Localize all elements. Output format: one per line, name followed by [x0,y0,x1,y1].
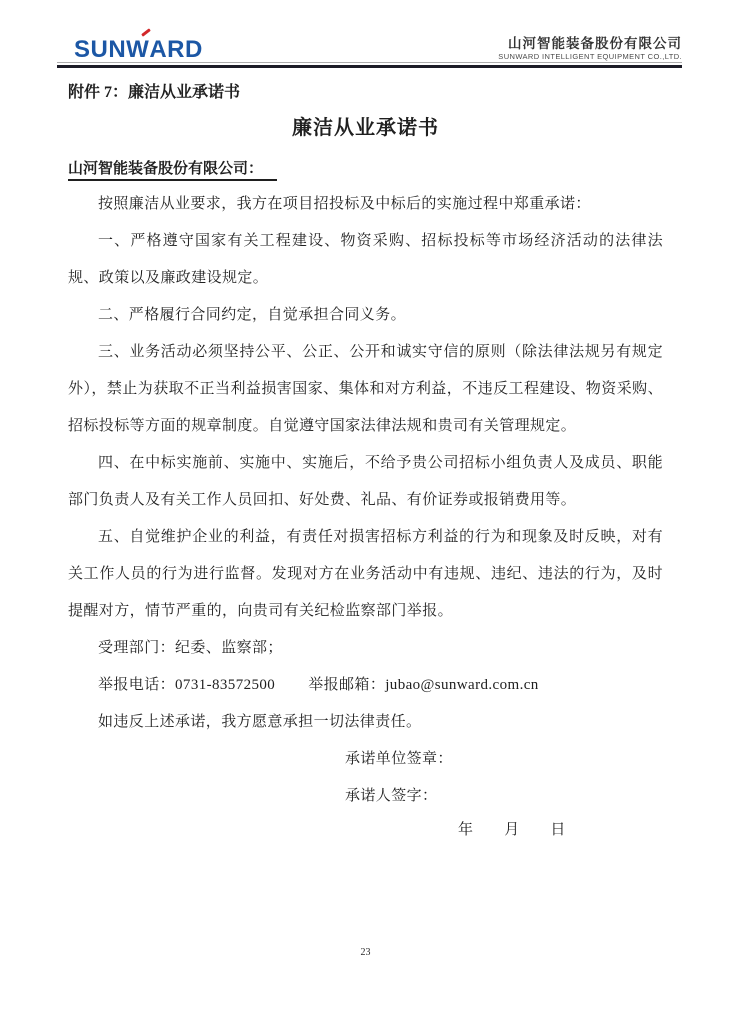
logo-text-w: W [126,38,149,62]
company-name-english: SUNWARD INTELLIGENT EQUIPMENT CO.,LTD. [498,52,682,62]
logo-text-ard: ARD [149,36,203,63]
document-content [68,84,663,845]
logo-text-sun: SUN [74,36,127,63]
report-email-label: 举报邮箱： [308,677,386,693]
accepting-department-line: 受理部门：纪委、监察部； [98,640,283,656]
attachment-heading: 附件 7：廉洁从业承诺书 [68,84,241,101]
report-phone-number: 0731-83572500 [175,677,276,693]
company-name-chinese: 山河智能装备股份有限公司 [508,35,682,51]
document-title: 廉洁从业承诺书 [292,117,439,139]
page-number: 23 [360,947,371,958]
signer-label: 承诺人签字： [345,788,438,804]
paragraph-item-1: 一、严格遵守国家有关工程建设、物资采购、招标投标等市场经济活动的法律法规、政策以及廉政建设规定。 [68,233,663,286]
letterhead-divider-thick-line [57,65,682,68]
paragraph-item-2: 二、严格履行合同约定，自觉承担合同义务。 [98,307,407,323]
report-phone-label: 举报电话： [98,677,176,693]
date-line: 年 月 日 [458,822,566,838]
unit-seal-label: 承诺单位签章： [345,751,453,767]
letterhead-divider [57,62,682,68]
letterhead [57,28,682,62]
closing-statement: 如违反上述承诺，我方愿意承担一切法律责任。 [98,714,422,730]
paragraph-item-4: 四、在中标实施前、实施中、实施后，不给予贵公司招标小组负责人及成员、职能部门负责人及有关工作人员回扣、好处费、礼品、有价证券或报销费用等。 [68,455,663,508]
addressee-line [68,160,663,181]
paragraph-item-5: 五、自觉维护企业的利益，有责任对损害招标方利益的行为和现象及时反映，对有关工作人员的行为进行监督。发现对方在业务活动中有违规、违纪、违法的行为，及时提醒对方，情节严重的，向贵司有关纪检监察部门举报。 [68,529,663,619]
addressee: 山河智能装备股份有限公司： [68,161,277,181]
report-contact-line [68,667,663,704]
company-name-block [498,36,682,62]
sunward-logo [74,38,203,62]
signature-block [345,741,663,845]
report-email-address: jubao@sunward.com.cn [385,677,539,693]
paragraph-item-3: 三、业务活动必须坚持公平、公正、公开和诚实守信的原则（除法律法规另有规定外），禁止为获取不正当利益损害国家、集体和对方利益，不违反工程建设、物资采购、招标投标等方面的规章制度。自觉遵守国家法律法规和贵司有关管理规定。 [68,344,663,434]
paragraph-preamble: 按照廉洁从业要求，我方在项目招投标及中标后的实施过程中郑重承诺： [98,196,591,212]
body-text [68,186,663,845]
